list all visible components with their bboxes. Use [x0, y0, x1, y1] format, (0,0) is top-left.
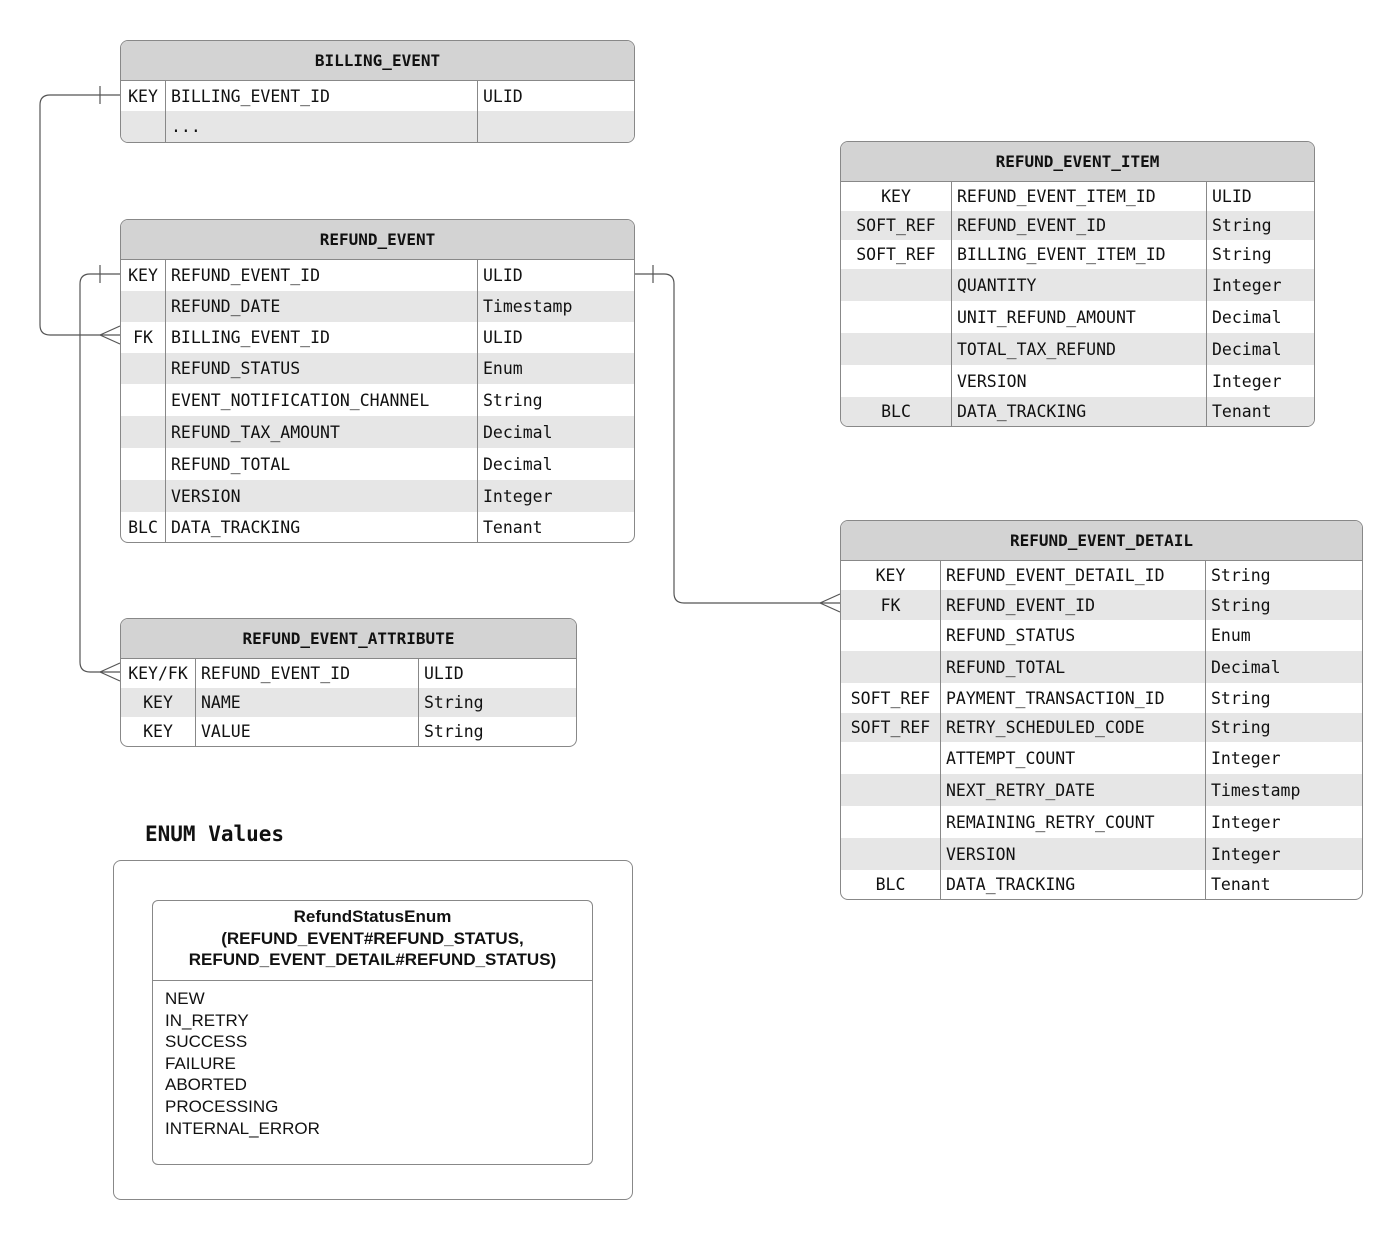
- field-type: Integer: [1205, 806, 1362, 838]
- entity-field-row: [121, 448, 634, 480]
- entity-refund-event-attribute[interactable]: [120, 618, 577, 747]
- enum-title: [153, 901, 592, 981]
- entity-title: REFUND_EVENT: [121, 220, 634, 260]
- entity-field-row: [121, 353, 634, 384]
- entity-field-row: [121, 322, 634, 353]
- many-marker-refund-event-fk: [100, 326, 120, 344]
- field-type: String: [418, 717, 576, 746]
- entity-field-row: [841, 333, 1314, 365]
- entity-field-row: [841, 590, 1362, 620]
- entity-field-row: [841, 182, 1314, 211]
- enum-value: SUCCESS: [165, 1032, 248, 1052]
- field-name: REFUND_EVENT_ID: [201, 664, 351, 683]
- field-type: Decimal: [477, 448, 634, 480]
- entity-field-row: [121, 81, 634, 111]
- field-key: [841, 269, 952, 301]
- field-name: REFUND_EVENT_ID: [957, 216, 1107, 235]
- field-key: KEY: [121, 81, 166, 111]
- field-key: BLC: [841, 397, 952, 426]
- entity-field-row: [121, 659, 576, 688]
- field-type: String: [418, 688, 576, 717]
- field-key: KEY: [841, 561, 941, 590]
- field-name: DATA_TRACKING: [946, 875, 1076, 894]
- field-type: ULID: [477, 322, 634, 353]
- field-key: KEY: [121, 260, 166, 291]
- field-name: BILLING_EVENT_ID: [171, 328, 330, 347]
- field-name: REFUND_EVENT_ID: [946, 595, 1096, 615]
- field-name: REFUND_TAX_AMOUNT: [171, 422, 340, 442]
- field-name: ATTEMPT_COUNT: [946, 748, 1076, 768]
- field-name: BILLING_EVENT_ITEM_ID: [957, 245, 1166, 264]
- field-name: NEXT_RETRY_DATE: [946, 780, 1096, 800]
- entity-refund-event-item[interactable]: [840, 141, 1315, 427]
- field-name: VERSION: [957, 371, 1027, 391]
- enum-value: FAILURE: [165, 1053, 236, 1073]
- entity-field-row: [841, 838, 1362, 870]
- field-key: [121, 416, 166, 448]
- entity-field-row: [121, 416, 634, 448]
- entity-refund-event[interactable]: [120, 219, 635, 543]
- field-key: [121, 111, 166, 142]
- field-type: Decimal: [1205, 651, 1362, 683]
- enum-value: NEW: [165, 989, 205, 1008]
- entity-rows: [841, 182, 1314, 426]
- entity-title: REFUND_EVENT_DETAIL: [841, 521, 1362, 561]
- entity-rows: [121, 659, 576, 746]
- field-type: Enum: [477, 353, 634, 384]
- field-key: [121, 353, 166, 384]
- entity-title: BILLING_EVENT: [121, 41, 634, 81]
- entity-field-row: [121, 512, 634, 542]
- field-key: [841, 806, 941, 838]
- enum-value: ABORTED: [165, 1075, 247, 1095]
- field-key: BLC: [121, 512, 166, 542]
- field-type: Decimal: [1206, 333, 1314, 365]
- field-type: ULID: [477, 81, 634, 111]
- field-name: BILLING_EVENT_ID: [171, 86, 330, 106]
- field-type: ULID: [477, 260, 634, 291]
- many-marker-detail-fk: [820, 594, 840, 612]
- field-key: [841, 301, 952, 333]
- entity-field-row: [121, 291, 634, 322]
- entity-field-row: [121, 717, 576, 746]
- field-type: Timestamp: [477, 291, 634, 322]
- field-type: Tenant: [1206, 397, 1314, 426]
- entity-rows: [121, 81, 634, 142]
- enum-values-list: [153, 981, 592, 1139]
- field-type: Enum: [1205, 620, 1362, 651]
- field-name: TOTAL_TAX_REFUND: [957, 339, 1116, 359]
- field-name: REFUND_TOTAL: [171, 454, 291, 474]
- field-type: String: [1205, 683, 1362, 713]
- field-key: KEY: [121, 717, 196, 746]
- field-name: REFUND_STATUS: [171, 359, 301, 378]
- field-key: [121, 448, 166, 480]
- enum-section-heading: ENUM Values: [145, 822, 285, 846]
- entity-field-row: [841, 870, 1362, 899]
- field-key: [841, 774, 941, 806]
- field-key: [841, 838, 941, 870]
- field-type: String: [1206, 211, 1314, 240]
- field-type: String: [1205, 590, 1362, 620]
- field-key: [841, 365, 952, 397]
- field-name: REFUND_TOTAL: [946, 657, 1066, 677]
- field-type: Integer: [477, 480, 634, 512]
- connector-refund-event-to-attribute: [80, 274, 120, 672]
- field-key: KEY: [841, 182, 952, 211]
- field-key: FK: [841, 590, 941, 620]
- field-key: KEY/FK: [121, 659, 196, 688]
- entity-rows: [121, 260, 634, 542]
- entity-field-row: [841, 365, 1314, 397]
- field-key: FK: [121, 322, 166, 353]
- field-type: String: [477, 384, 634, 416]
- field-type: Tenant: [477, 512, 634, 542]
- field-name: PAYMENT_TRANSACTION_ID: [946, 688, 1165, 708]
- field-name: ...: [171, 117, 201, 136]
- field-name: VERSION: [946, 844, 1016, 864]
- entity-field-row: [841, 211, 1314, 240]
- entity-field-row: [841, 620, 1362, 651]
- field-key: [121, 480, 166, 512]
- entity-field-row: [841, 397, 1314, 426]
- enum-value: PROCESSING: [165, 1096, 279, 1116]
- field-name: UNIT_REFUND_AMOUNT: [957, 307, 1136, 327]
- entity-field-row: [121, 260, 634, 291]
- entity-refund-event-detail[interactable]: [840, 520, 1363, 900]
- entity-field-row: [841, 742, 1362, 774]
- field-name: VERSION: [171, 486, 241, 506]
- many-marker-attribute: [100, 663, 120, 681]
- field-name: REFUND_EVENT_ID: [171, 266, 321, 285]
- field-type: Decimal: [477, 416, 634, 448]
- field-type: Timestamp: [1205, 774, 1362, 806]
- field-key: [841, 333, 952, 365]
- field-name: EVENT_NOTIFICATION_CHANNEL: [171, 390, 430, 410]
- field-name: DATA_TRACKING: [171, 517, 301, 537]
- field-key: [121, 291, 166, 322]
- field-key: KEY: [121, 688, 196, 717]
- enum-value: IN_RETRY: [165, 1010, 249, 1030]
- field-type: Tenant: [1205, 870, 1362, 899]
- field-name: REFUND_STATUS: [946, 626, 1076, 645]
- entity-field-row: [841, 301, 1314, 333]
- field-key: SOFT_REF: [841, 683, 941, 713]
- entity-rows: [841, 561, 1362, 899]
- entity-field-row: [841, 269, 1314, 301]
- field-key: SOFT_REF: [841, 240, 952, 269]
- field-key: BLC: [841, 870, 941, 899]
- connector-refund-event-to-detail: [633, 274, 840, 603]
- entity-field-row: [121, 480, 634, 512]
- entity-field-row: [121, 688, 576, 717]
- connector-billing-event-to-refund-event: [40, 95, 120, 335]
- field-key: SOFT_REF: [841, 211, 952, 240]
- field-key: [841, 651, 941, 683]
- field-name: NAME: [201, 693, 241, 712]
- field-type: String: [1205, 561, 1362, 590]
- field-type: Integer: [1205, 742, 1362, 774]
- enum-name: RefundStatusEnum: [293, 907, 452, 926]
- field-key: [121, 384, 166, 416]
- entity-field-row: [841, 774, 1362, 806]
- field-type: [477, 111, 634, 142]
- entity-field-row: [841, 683, 1362, 713]
- field-name: REFUND_EVENT_ITEM_ID: [957, 187, 1156, 206]
- enum-usage-line-1: (REFUND_EVENT#REFUND_STATUS,: [221, 928, 524, 948]
- field-type: Integer: [1205, 838, 1362, 870]
- entity-field-row: [121, 111, 634, 142]
- enum-value: INTERNAL_ERROR: [165, 1118, 320, 1138]
- field-key: [841, 620, 941, 651]
- entity-field-row: [841, 806, 1362, 838]
- entity-field-row: [121, 384, 634, 416]
- enum-refund-status[interactable]: [152, 900, 593, 1165]
- field-name: RETRY_SCHEDULED_CODE: [946, 718, 1145, 737]
- field-name: QUANTITY: [957, 275, 1037, 295]
- field-name: VALUE: [201, 722, 251, 741]
- field-type: String: [1206, 240, 1314, 269]
- field-type: ULID: [1206, 182, 1314, 211]
- entity-field-row: [841, 240, 1314, 269]
- entity-field-row: [841, 713, 1362, 742]
- field-type: Integer: [1206, 365, 1314, 397]
- field-name: REFUND_EVENT_DETAIL_ID: [946, 566, 1165, 585]
- field-type: ULID: [418, 659, 576, 688]
- entity-title: REFUND_EVENT_ITEM: [841, 142, 1314, 182]
- field-type: Integer: [1206, 269, 1314, 301]
- field-key: SOFT_REF: [841, 713, 941, 742]
- entity-field-row: [841, 651, 1362, 683]
- entity-billing-event[interactable]: [120, 40, 635, 143]
- field-key: [841, 742, 941, 774]
- field-type: Decimal: [1206, 301, 1314, 333]
- field-type: String: [1205, 713, 1362, 742]
- field-name: REMAINING_RETRY_COUNT: [946, 812, 1155, 832]
- enum-usage-line-2: REFUND_EVENT_DETAIL#REFUND_STATUS): [188, 950, 557, 969]
- entity-field-row: [841, 561, 1362, 590]
- field-name: REFUND_DATE: [171, 297, 281, 316]
- field-name: DATA_TRACKING: [957, 402, 1087, 421]
- entity-title: REFUND_EVENT_ATTRIBUTE: [121, 619, 576, 659]
